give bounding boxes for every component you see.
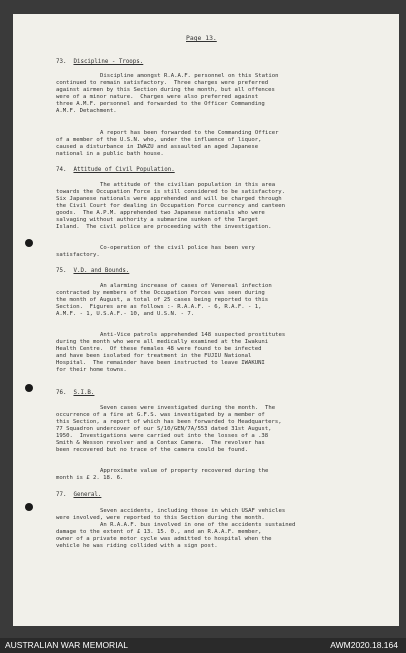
text-line: Health Centre. Of these females 48 were found to be infected: [56, 346, 262, 352]
text-line: An alarming increase of cases of Venereal infection: [100, 283, 272, 289]
section-heading-77: 77. General.: [56, 492, 102, 498]
text-line: Seven cases were investigated during the month. The: [100, 405, 276, 411]
text-line: A report has been forwarded to the Commanding Officer: [100, 130, 279, 136]
text-line: owner of a private motor cycle was admitted to hospital when the: [56, 536, 272, 542]
section-heading-74: 74. Attitude of Civil Population.: [56, 167, 175, 173]
page-title: Page 13.: [186, 34, 217, 42]
footer-source: AUSTRALIAN WAR MEMORIAL: [5, 640, 128, 650]
text-line: An R.A.A.F. bus involved in one of the accidents sustained: [100, 522, 296, 528]
text-line: Island. The civil police are proceeding with the investigation.: [56, 224, 272, 230]
text-line: Seven accidents, including those in which USAF vehicles: [100, 508, 286, 514]
text-line: were involved, were reported to this Section during the month.: [56, 515, 265, 521]
text-line: of a member of the U.S.N. who, under the influence of liquor,: [56, 137, 262, 143]
text-line: damage to the extent of £ 13. 15. 0., and an R.A.A.F. member,: [56, 529, 262, 535]
footer-accession-number: AWM2020.18.164: [330, 640, 398, 650]
text-line: Anti-Vice patrols apprehended 148 suspected prostitutes: [100, 332, 286, 338]
text-line: been recovered but no trace of the camera could be found.: [56, 447, 248, 453]
text-line: 1950. Investigations were carried out into the losses of a .38: [56, 433, 269, 439]
text-line: A.M.F. - 1, U.S.A.F.- 10, and U.S.N. - 7.: [56, 311, 195, 317]
text-line: 77 Squadron undercover of our S/10/GEN/7A/553 dated 31st August,: [56, 426, 272, 432]
text-line: towards the Occupation Force is still considered to be satisfactory.: [56, 189, 286, 195]
text-line: three A.M.F. personnel and forwarded to the Officer Commanding: [56, 101, 265, 107]
text-line: this Section, a report of which has been forwarded to Headquarters,: [56, 419, 282, 425]
text-line: goods. The A.P.M. apprehended two Japanese nationals who were: [56, 210, 265, 216]
punch-hole: [25, 239, 33, 247]
punch-hole: [25, 503, 33, 511]
text-line: continued to remain satisfactory. Three charges were preferred: [56, 80, 269, 86]
text-line: for their home towns.: [56, 367, 127, 373]
text-line: Discipline amongst R.A.A.F. personnel on this Station: [100, 73, 279, 79]
text-line: A.M.F. Detachment.: [56, 108, 117, 114]
text-line: Six Japanese nationals were apprehended and will be charged through: [56, 196, 282, 202]
section-heading-75: 75. V.D. and Bounds.: [56, 268, 130, 274]
text-line: were of a minor nature. Charges were also preferred against: [56, 94, 259, 100]
text-line: the Civil Court for dealing in Occupation Force currency and canteen: [56, 203, 286, 209]
text-line: during the month who were all medically examined at the Iwakuni: [56, 339, 269, 345]
text-line: Hospital. The remainder have been instructed to leave IWAKUNI: [56, 360, 265, 366]
text-line: Smith & Wesson revolver and a Contax Camera. The revolver has: [56, 440, 265, 446]
text-line: Co-operation of the civil police has been very: [100, 245, 255, 251]
section-heading-76: 76. S.I.B.: [56, 390, 95, 396]
text-line: Section. Figures are as follows :- R.A.A.F. - 6, R.A.F. - 1,: [56, 304, 262, 310]
text-line: contracted by members of the Occupation Forces was seen during: [56, 290, 265, 296]
text-line: satisfactory.: [56, 252, 100, 258]
text-line: the month of August, a total of 25 cases being reported to this: [56, 297, 269, 303]
text-line: The attitude of the civilian population in this area: [100, 182, 276, 188]
text-line: and have been isolated for treatment in the FUJIU National: [56, 353, 252, 359]
text-line: against airmen by this Section during the month, but all offences: [56, 87, 275, 93]
section-heading-73: 73. Discipline - Troops.: [56, 59, 144, 65]
text-line: Approximate value of property recovered during the: [100, 468, 269, 474]
text-line: occurrence of a fire at G.F.S. was investigated by a member of: [56, 412, 265, 418]
text-line: vehicle he was riding collided with a sign post.: [56, 543, 218, 549]
text-line: month is £ 2. 18. 6.: [56, 475, 124, 481]
text-line: national in a public bath house.: [56, 151, 164, 157]
text-line: salvaging without authority a submarine sunken of the Target: [56, 217, 259, 223]
punch-hole: [25, 384, 33, 392]
text-line: caused a disturbance in IWAZU and assaulted an aged Japanese: [56, 144, 259, 150]
